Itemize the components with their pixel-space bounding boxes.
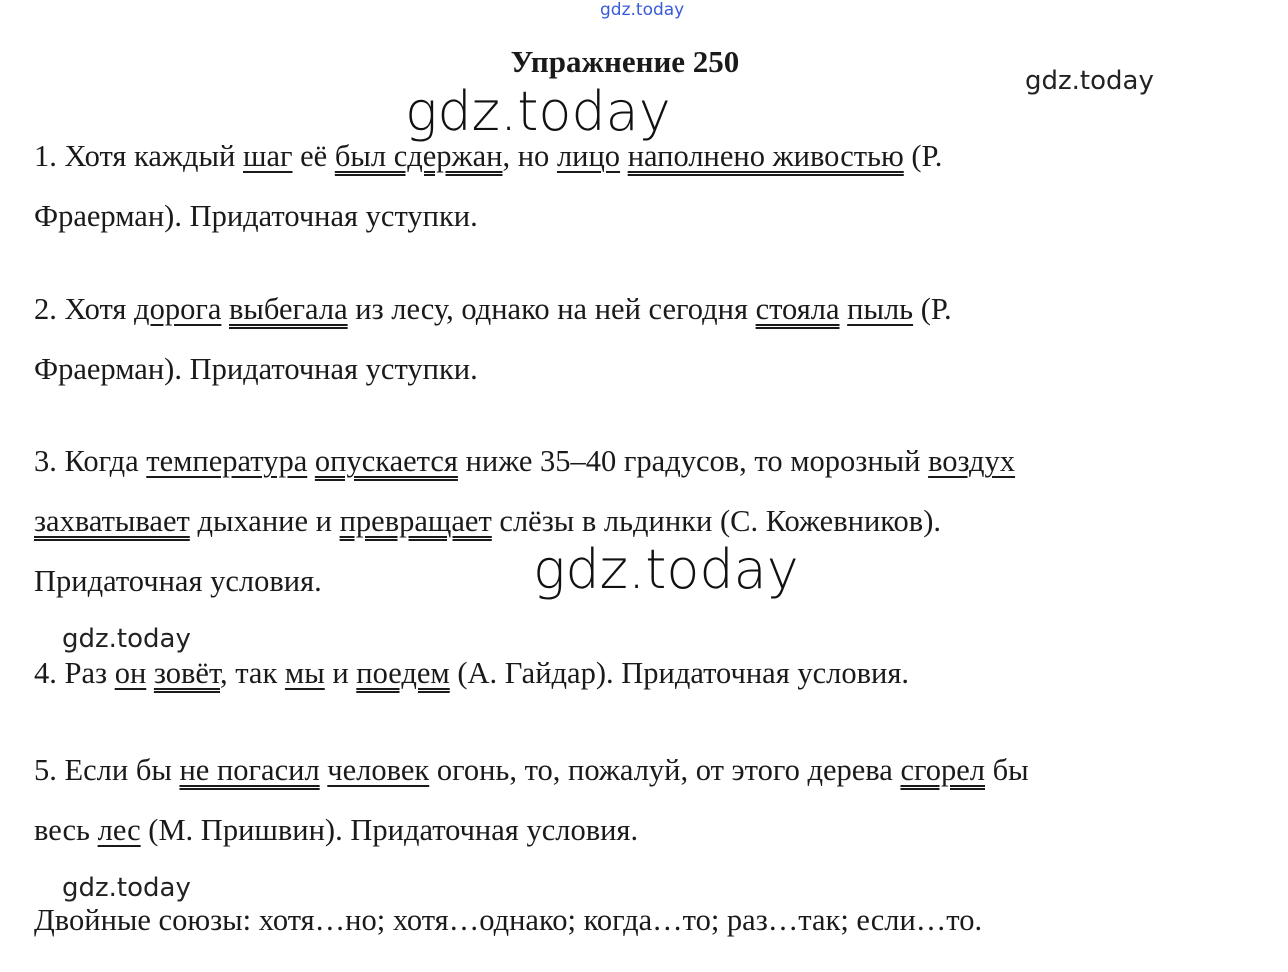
- item-2-line-1: 2. Хотя дорога выбегала из лесу, однако на ней сегодня стояла пыль (Р.: [34, 292, 952, 326]
- predicate: превращает: [339, 504, 492, 538]
- watermark-top: gdz.today: [600, 0, 685, 20]
- subject: лес: [97, 813, 141, 847]
- subject: дорога: [134, 292, 222, 326]
- item-2-line-2: Фраерман). Придаточная уступки.: [34, 352, 478, 386]
- item-3-line-3: Придаточная условия.: [34, 564, 322, 598]
- subject: воздух: [928, 444, 1016, 478]
- item-3-line-1: 3. Когда температура опускается ниже 35–40 градусов, то морозный воздух: [34, 444, 1016, 478]
- predicate: опускается: [314, 444, 458, 478]
- item-4-line-1: 4. Раз он зовёт, так мы и поедем (А. Гайдар). Придаточная условия.: [34, 656, 909, 690]
- item-5-line-2: весь лес (М. Пришвин). Придаточная условия.: [34, 813, 639, 847]
- subject: человек: [327, 753, 430, 787]
- subject: лицо: [556, 139, 621, 173]
- predicate: наполнено живостью: [627, 139, 904, 173]
- item-3-line-2: захватывает дыхание и превращает слёзы в льдинки (С. Кожевников).: [34, 504, 941, 538]
- watermark-large-1: gdz.today: [405, 80, 671, 143]
- subject: шаг: [242, 139, 293, 173]
- subject: температура: [146, 444, 308, 478]
- predicate: не погасил: [179, 753, 320, 787]
- subject: он: [114, 656, 147, 690]
- watermark-right: gdz.today: [1025, 66, 1154, 96]
- subject: пыль: [847, 292, 914, 326]
- subject: мы: [284, 656, 325, 690]
- predicate: захватывает: [34, 504, 190, 538]
- predicate: сгорел: [900, 753, 985, 787]
- predicate: выбегала: [229, 292, 348, 326]
- item-1-line-1: 1. Хотя каждый шаг её был сдержан, но лицо наполнено живостью (Р.: [34, 139, 943, 173]
- watermark-left-1: gdz.today: [62, 624, 191, 654]
- predicate: поедем: [356, 656, 450, 690]
- predicate: стояла: [755, 292, 840, 326]
- conclusion-line: Двойные союзы: хотя…но; хотя…однако; когда…то; раз…так; если…то.: [34, 903, 983, 937]
- item-5-line-1: 5. Если бы не погасил человек огонь, то, пожалуй, от этого дерева сгорел бы: [34, 753, 1029, 787]
- watermark-left-2: gdz.today: [62, 873, 191, 903]
- page-title: Упражнение 250: [510, 44, 740, 79]
- item-1-line-2: Фраерман). Придаточная уступки.: [34, 199, 478, 233]
- predicate: был сдержан: [334, 139, 503, 173]
- predicate: зовёт: [153, 656, 220, 690]
- watermark-large-2: gdz.today: [533, 538, 799, 601]
